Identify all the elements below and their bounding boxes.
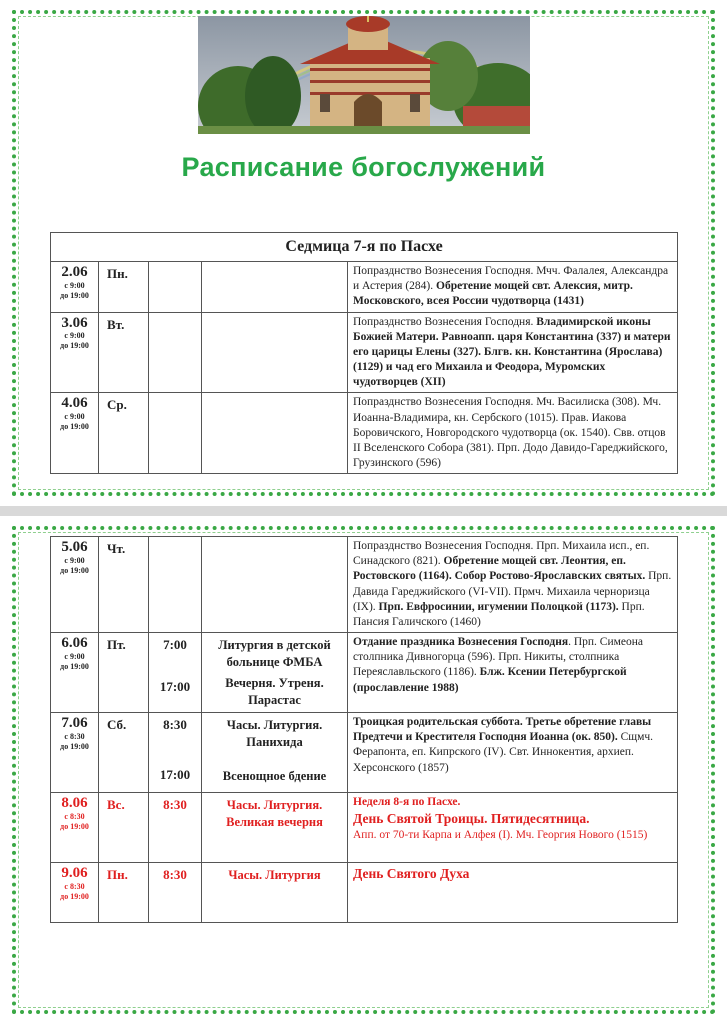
date-cell: 9.06 с 8:30 до 19:00 (51, 863, 99, 923)
service-cell (202, 393, 348, 474)
service-cell (202, 537, 348, 633)
service-cell: Часы. Литургия. Великая вечерня (202, 793, 348, 863)
time-cell (149, 537, 202, 633)
date-cell: 2.06 с 9:00 до 19:00 (51, 262, 99, 313)
time-cell: 7:00 17:00 (149, 633, 202, 713)
weekday-cell: Пт. (99, 633, 149, 713)
service-cell: Часы. Литургия. Панихида Всенощное бдение (202, 713, 348, 793)
page-title: Расписание богослужений (181, 152, 546, 182)
schedule-table-1 (50, 232, 678, 474)
date-cell: 3.06 с 9:00 до 19:00 (51, 312, 99, 393)
time-cell: 8:30 (149, 793, 202, 863)
weekday-cell: Чт. (99, 537, 149, 633)
table-row (51, 393, 678, 474)
commemoration-cell: Попразднство Вознесения Господня. Прп. Михаила исп., еп. Синадского (821). Обретение мощей свт. Леонтия, еп. Ростовского (1164). Собор Ростово-Ярославских святых. Прп. Давида Гареджийского (VI-VII). Прмч. Михаила черноризца (IX). Прп. Евфросинии, игумении Полоцкой (1173). Прп. Пансия Галичского (1460) (348, 537, 678, 633)
service-cell (202, 262, 348, 313)
time-cell: 8:30 (149, 863, 202, 923)
weekday-cell: Вс. (99, 793, 149, 863)
time-cell (149, 312, 202, 393)
date-cell: 6.06 с 9:00 до 19:00 (51, 633, 99, 713)
commemoration-cell: Неделя 8-я по Пасхе. День Святой Троицы. Пятидесятница. Апп. от 70-ти Карпа и Алфея (I). Мч. Георгия Нового (1515) (348, 793, 678, 863)
time-cell: 8:30 17:00 (149, 713, 202, 793)
date-cell: 8.06 с 8:30 до 19:00 (51, 793, 99, 863)
commemoration-cell: Попразднство Вознесения Господня. Мч. Василиска (308). Мч. Иоанна-Владимира, кн. Сербского (1015). Прав. Иакова Боровичского, Новгородского чудотворца (ок. 1540). Свв. отцов II Вселенского Собора (381). Прп. Додо Давидо-Гареджийского, Грузинского (596) (348, 393, 678, 474)
church-photo (198, 16, 530, 134)
weekday-cell: Пн. (99, 262, 149, 313)
commemoration-cell: День Святого Духа (348, 863, 678, 923)
weekday-cell: Ср. (99, 393, 149, 474)
weekday-cell: Пн. (99, 863, 149, 923)
time-cell (149, 393, 202, 474)
weekday-cell: Вт. (99, 312, 149, 393)
date-cell: 4.06 с 9:00 до 19:00 (51, 393, 99, 474)
date-cell: 7.06 с 8:30 до 19:00 (51, 713, 99, 793)
service-cell (202, 312, 348, 393)
table-row (51, 262, 678, 313)
week-header: Седмица 7-я по Пасхе (51, 233, 678, 262)
table-row (51, 793, 678, 863)
time-cell (149, 262, 202, 313)
table-row (51, 713, 678, 793)
schedule-table-2 (50, 536, 678, 923)
table-row (51, 537, 678, 633)
schedule-page-1 (0, 0, 727, 506)
commemoration-cell: Троицкая родительская суббота. Третье обретение главы Предтечи и Крестителя Господня Иоанна (ок. 850). Сщмч. Ферапонта, еп. Кипрского (IV). Свт. Иннокентия, архиеп. Херсонского (1857) (348, 713, 678, 793)
table-row (51, 863, 678, 923)
schedule-page-2 (0, 516, 727, 1024)
commemoration-cell: Попразднство Вознесения Господня. Владимирской иконы Божией Матери. Равноапп. царя Константина (337) и матери его царицы Елены (327). Блгв. кн. Константина (Ярослава) (1129) и чад его Михаила и Феодора, Муромских чудотворцев (XII) (348, 312, 678, 393)
date-cell: 5.06 с 9:00 до 19:00 (51, 537, 99, 633)
table-row (51, 633, 678, 713)
service-cell: Литургия в детской больнице ФМБА Вечерня. Утреня. Парастас (202, 633, 348, 713)
weekday-cell: Сб. (99, 713, 149, 793)
commemoration-cell: Попразднство Вознесения Господня. Мчч. Фалалея, Александра и Астерия (284). Обретение мощей свт. Алексия, митр. Московского, всея России чудотворца (1431) (348, 262, 678, 313)
commemoration-cell: Отдание праздника Вознесения Господня. Прп. Симеона столпника Дивногорца (596). Прп. Никиты, столпника Переяславльского (1186). Блж. Ксении Петербургской (прославление 1988) (348, 633, 678, 713)
table-row (51, 312, 678, 393)
service-cell: Часы. Литургия (202, 863, 348, 923)
